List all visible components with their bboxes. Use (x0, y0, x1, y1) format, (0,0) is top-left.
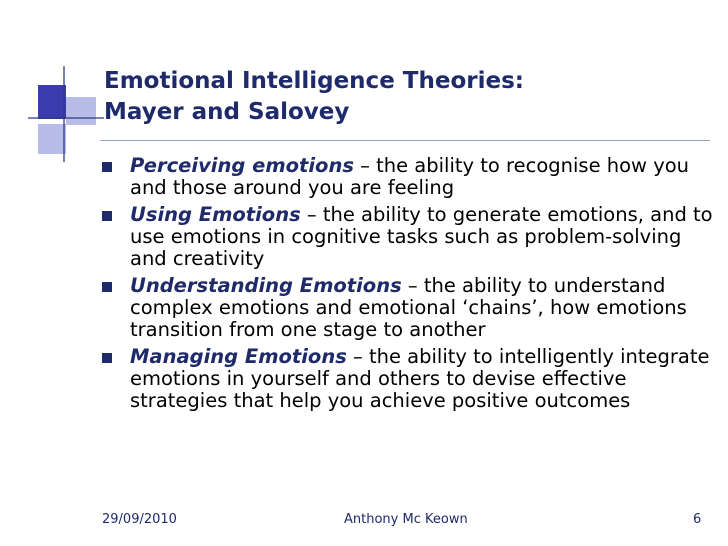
title-divider (100, 140, 710, 141)
bullet-list (100, 155, 715, 417)
footer-page-number: 6 (693, 512, 702, 527)
footer-date: 29/09/2010 (102, 512, 177, 527)
bullet-text: – the ability to intelligently integrate emotions in yourself and others to devise effective strategies that help you achieve positive outcomes (130, 345, 710, 412)
bullet-text: – the ability to recognise how you and those around you are feeling (130, 154, 690, 199)
title-line-1: Emotional Intelligence Theories: (104, 68, 524, 94)
square-bullet-icon (102, 353, 112, 363)
bullet-text: – the ability to generate emotions, and to use emotions in cognitive tasks such as problem-solving and creativity (130, 203, 713, 270)
bullet-term: Using Emotions (130, 203, 301, 226)
bullet-item (100, 275, 715, 341)
slide-title (104, 66, 704, 128)
title-line-2: Mayer and Salovey (104, 99, 350, 125)
square-bullet-icon (102, 282, 112, 292)
bullet-item (100, 155, 715, 199)
square-bullet-icon (102, 162, 112, 172)
square-grid-decoration (0, 0, 110, 170)
footer-author: Anthony Mc Keown (344, 512, 468, 527)
bullet-item (100, 204, 715, 270)
bullet-text: – the ability to understand complex emotions and emotional ‘chains’, how emotions transition from one stage to another (130, 274, 687, 341)
bullet-term: Understanding Emotions (130, 274, 402, 297)
square-bullet-icon (102, 211, 112, 221)
bullet-term: Perceiving emotions (130, 154, 354, 177)
bullet-term: Managing Emotions (130, 345, 347, 368)
bullet-item (100, 346, 715, 412)
